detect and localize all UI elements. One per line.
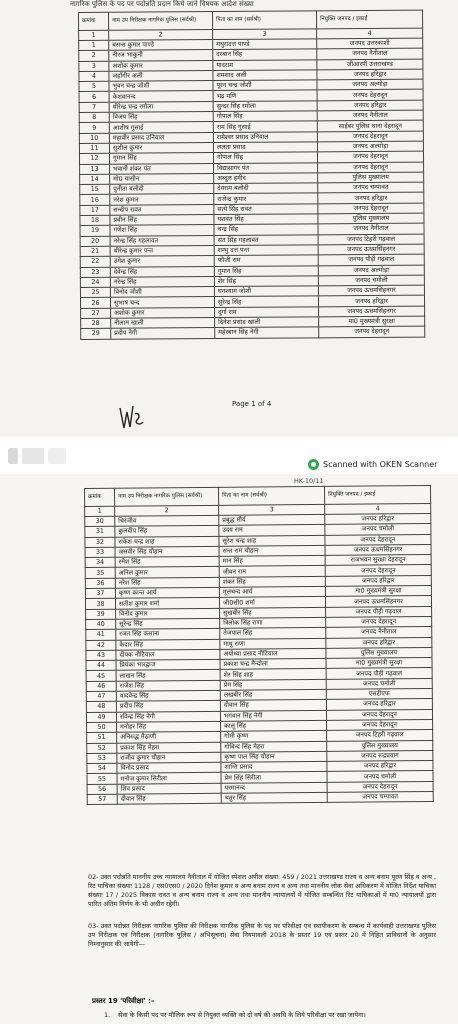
serial-cell: 24 bbox=[80, 277, 110, 288]
clause-1-number: 1. bbox=[104, 1011, 111, 1019]
posting-cell: जनपद देहरादून bbox=[326, 616, 432, 627]
father-name-cell: यादराम bbox=[213, 59, 317, 70]
father-name-cell: प्रेम सिंह सिरीला bbox=[221, 772, 327, 783]
inspector-name-cell: सुरेन्द्र सिंह bbox=[116, 618, 220, 629]
posting-cell: जनपद हरिद्वार bbox=[326, 699, 432, 710]
father-name-cell: भगवान सिंह नेगी bbox=[220, 710, 326, 721]
serial-cell: 54 bbox=[87, 763, 117, 774]
inspector-name-cell: उमेश कुमार bbox=[110, 256, 214, 267]
header-posting: नियुक्ति जनपद / इकाई bbox=[316, 10, 422, 29]
inspector-name-cell: दीपक नौटियाल bbox=[116, 649, 220, 660]
father-name-cell: सुरेन्द्र सिंह bbox=[214, 296, 318, 307]
col-number: 1 bbox=[79, 30, 109, 40]
posting-cell: जनपद पौड़ी गढ़वाल bbox=[326, 606, 432, 617]
posting-cell: जनपद टिहरी गढ़वाल bbox=[327, 730, 433, 741]
inspector-name-cell: सन्दीप रावत bbox=[110, 204, 214, 215]
serial-cell: 53 bbox=[87, 753, 117, 764]
serial-cell: 57 bbox=[87, 794, 117, 805]
father-name-cell: अयोध्या प्रसाद नौटियाल bbox=[220, 648, 326, 659]
serial-cell: 31 bbox=[85, 527, 115, 538]
posting-cell: जनपद नैनीताल bbox=[317, 110, 423, 121]
posting-cell: जनपद देहरादून bbox=[318, 203, 424, 214]
father-name-cell: शमशाद अली bbox=[213, 70, 317, 81]
serial-cell: 22 bbox=[80, 257, 110, 268]
posting-cell: जनपद चमोली bbox=[325, 524, 431, 535]
promotion-table-page-1 bbox=[78, 10, 425, 340]
inspector-name-cell: पुनीता बलोदी bbox=[110, 184, 214, 195]
serial-cell: 30 bbox=[85, 516, 115, 527]
serial-cell: 47 bbox=[86, 691, 116, 702]
inspector-name-cell: शिव प्रसाद bbox=[117, 783, 221, 794]
inspector-name-cell: सतीश कुमार शर्मा bbox=[115, 598, 219, 609]
inspector-name-cell: लाखन सिंह bbox=[116, 670, 220, 681]
serial-cell: 16 bbox=[80, 195, 110, 206]
table-body-page-1 bbox=[79, 38, 425, 339]
father-name-cell: मान सिंह bbox=[219, 556, 325, 567]
posting-cell: जनपद देहरादून bbox=[317, 90, 423, 101]
header-posting: नियुक्ति जनपद / इकाई bbox=[324, 485, 430, 504]
table-header-row bbox=[79, 10, 423, 30]
serial-cell: 55 bbox=[87, 774, 117, 785]
inspector-name-cell: नीलाम खाली bbox=[111, 318, 215, 329]
posting-cell: जनपद अल्मोड़ा bbox=[317, 141, 423, 152]
header-serial: क्रमांक bbox=[85, 488, 115, 506]
serial-cell: 4 bbox=[79, 71, 109, 82]
table-row bbox=[81, 326, 425, 339]
serial-cell: 11 bbox=[79, 143, 109, 154]
col-number: 4 bbox=[325, 503, 431, 514]
posting-cell: जनपद हरिद्वार bbox=[325, 575, 431, 586]
posting-cell: पुलिस मुख्यालय bbox=[318, 172, 424, 183]
father-name-cell: सुन्दर सिंह रमोला bbox=[213, 101, 317, 112]
inspector-name-cell: बसन्त कुमार पाण्डे bbox=[109, 40, 213, 51]
serial-cell: 34 bbox=[85, 557, 115, 568]
father-name-cell: कृष्ण पाल सिंह चौहान bbox=[221, 751, 327, 762]
father-name-cell: घनश्याम जोशी bbox=[214, 286, 318, 297]
inspector-name-cell: मनोज कुमार सिरीला bbox=[117, 773, 221, 784]
col-number: 2 bbox=[115, 505, 219, 516]
header-inspector-name: नाम उप निरीक्षक नागरिक पुलिस (सर्वश्री) bbox=[109, 12, 213, 31]
posting-cell: जनपद पौड़ी गढ़वाल bbox=[326, 668, 432, 679]
inspector-name-cell: गणेश सिंह bbox=[110, 225, 214, 236]
posting-cell: जनपद रूद्रप्रयाग bbox=[327, 750, 433, 761]
serial-cell: 36 bbox=[85, 578, 115, 589]
father-name-cell: त्रिलोक सिंह राणा bbox=[220, 617, 326, 628]
oken-scanner-logo-icon bbox=[308, 459, 319, 470]
posting-cell: पुलिस मुख्यालय bbox=[318, 213, 424, 224]
order-header-strip: नागरिक पुलिस के पद पर पदोन्नति प्रदान किये जाने विषयक आदेश संख्या bbox=[70, 0, 254, 8]
serial-cell: 44 bbox=[86, 660, 116, 671]
inspector-name-cell: जसवीर सिंह चौहान bbox=[115, 546, 219, 557]
inspector-name-cell: कैदार सिंह bbox=[116, 639, 220, 650]
serial-cell: 7 bbox=[79, 102, 109, 113]
posting-cell: पुलिस मुख्यालय bbox=[327, 740, 433, 751]
serial-cell: 50 bbox=[87, 722, 117, 733]
inspector-name-cell: यादवेन्द्र सिंह bbox=[116, 690, 220, 701]
father-name-cell: परमानन्द bbox=[221, 782, 327, 793]
father-name-cell: मूलचन्द आर्य bbox=[219, 586, 325, 597]
inspector-name-cell: दीवान सिंह bbox=[117, 793, 221, 804]
scanner-watermark bbox=[308, 459, 437, 470]
father-name-cell: प्रेम सिंह bbox=[220, 679, 326, 690]
inspector-name-cell: प्रकाश सिंह मेहरा bbox=[117, 742, 221, 753]
posting-cell: पुलिस मुख्यालय bbox=[326, 647, 432, 658]
inspector-name-cell: विजय सिंह bbox=[109, 112, 213, 123]
posting-cell: जनपद हरिद्वार bbox=[327, 761, 433, 772]
father-name-cell: चन्द्र सिंह bbox=[214, 224, 318, 235]
posting-cell: जनपद देहरादून bbox=[325, 534, 431, 545]
col-number: 3 bbox=[213, 29, 317, 40]
father-name-cell: गोविन्द सिंह मेहरा bbox=[221, 741, 327, 752]
col-number: 1 bbox=[85, 506, 115, 516]
inspector-name-cell: धीरेन्द्र चन्द्र रमोला bbox=[109, 101, 213, 112]
serial-cell: 25 bbox=[80, 287, 110, 298]
inspector-name-cell: अशोक कुमार bbox=[109, 60, 213, 71]
col-number: 3 bbox=[219, 504, 325, 515]
inspector-name-cell: अनिल कुमार bbox=[115, 567, 219, 578]
inspector-name-cell: राकेश चन्द्र शाह bbox=[115, 536, 219, 547]
father-name-cell: माधु राणा bbox=[220, 638, 326, 649]
inspector-name-cell: प्रवीन सिंह bbox=[110, 215, 214, 226]
father-name-cell: भद्र मणि bbox=[213, 90, 317, 101]
posting-cell: जनपद टिहरी गढ़वाल bbox=[318, 234, 424, 245]
serial-cell: 40 bbox=[86, 619, 116, 630]
inspector-name-cell: कुलदीप सिंह bbox=[115, 526, 219, 537]
father-name-cell: विद्यासागर पंत bbox=[214, 162, 318, 173]
posting-cell: जनपद चम्पावत bbox=[318, 182, 424, 193]
posting-cell: जनपद देहरादून bbox=[319, 326, 425, 337]
father-name-cell: संत सिंह गहलावत bbox=[214, 234, 318, 245]
inspector-name-cell: राजीव कुमार चौहान bbox=[117, 752, 221, 763]
inspector-name-cell: केशवानन्द bbox=[109, 91, 213, 102]
posting-cell: राजभवन सुरक्षा देहरादून bbox=[325, 555, 431, 566]
posting-cell: साईबर पुलिस थाना देहरादून bbox=[317, 120, 423, 131]
posting-cell: मा0 मुख्यमंत्री सुरक्षा bbox=[319, 316, 425, 327]
inspector-name-cell: रमेश सिंह bbox=[115, 557, 219, 568]
father-name-cell: शेर सिंह शाह bbox=[220, 669, 326, 680]
father-name-cell: फौजी राम bbox=[214, 255, 318, 266]
inspector-name-cell: सुशील कुमार bbox=[109, 143, 213, 154]
serial-cell: 18 bbox=[80, 215, 110, 226]
father-name-cell: गुमान सिंह bbox=[214, 265, 318, 276]
inspector-name-cell: सुभाष चन्द bbox=[110, 297, 214, 308]
posting-cell: जनपद हरिद्वार bbox=[317, 100, 423, 111]
posting-cell: जनपद नैनीताल bbox=[318, 223, 424, 234]
serial-cell: 32 bbox=[85, 537, 115, 548]
posting-cell: जनपद देहरादून bbox=[318, 162, 424, 173]
scanned-page-1 bbox=[0, 0, 458, 437]
posting-cell: जनपद चम्पावत bbox=[327, 791, 433, 802]
posting-cell: जनपद देहरादून bbox=[326, 709, 432, 720]
posting-cell: जनपद देहरादून bbox=[317, 131, 423, 142]
father-name-cell: शेर सिंह bbox=[214, 276, 318, 287]
serial-cell: 49 bbox=[86, 712, 116, 723]
father-name-cell: पूरन चन्द्र जोशी bbox=[213, 80, 317, 91]
serial-cell: 6 bbox=[79, 92, 109, 103]
page-number: Page 1 of 4 bbox=[232, 400, 272, 408]
posting-cell: जनपद ऊधमसिंहनगर bbox=[325, 596, 431, 607]
serial-cell: 42 bbox=[86, 640, 116, 651]
serial-cell: 8 bbox=[79, 112, 109, 123]
inspector-name-cell: विनोद प्रसाद bbox=[117, 762, 221, 773]
posting-cell: जनपद ऊधमसिंहनगर bbox=[318, 244, 424, 255]
inspector-name-cell: प्रियंका भारद्वाज bbox=[116, 659, 220, 670]
page-2-reference: HK-10/11 bbox=[294, 477, 324, 485]
father-name-cell: अब्दुल हमीद bbox=[214, 173, 318, 184]
father-name-cell: गोमी कृष्ण bbox=[221, 731, 327, 742]
father-name-cell: उदय राम bbox=[219, 525, 325, 536]
serial-cell: 51 bbox=[87, 732, 117, 743]
serial-cell: 48 bbox=[86, 702, 116, 713]
father-name-cell: यशवंत सिंह bbox=[214, 214, 318, 225]
posting-cell: जनपद देहरादून bbox=[327, 781, 433, 792]
posting-cell: जनपद पौड़ी गढ़वाल bbox=[318, 254, 424, 265]
inspector-name-cell: गुमान सिंह bbox=[109, 153, 213, 164]
father-name-cell: शंकर सिंह bbox=[219, 576, 325, 587]
father-name-cell: दरबान सिंह bbox=[213, 49, 317, 60]
posting-cell: जनपद देहरादून bbox=[317, 151, 423, 162]
serial-cell: 5 bbox=[79, 81, 109, 92]
father-name-cell: सत्ये सिंह रावत bbox=[214, 204, 318, 215]
serial-cell: 29 bbox=[81, 329, 111, 340]
clause-19-heading: प्रस्तर 19 'परिवीक्षा' :– bbox=[92, 997, 155, 1005]
serial-cell: 17 bbox=[80, 205, 110, 216]
serial-cell: 46 bbox=[86, 681, 116, 692]
father-name-cell: प्रबुद्ध मौर्य bbox=[219, 514, 325, 525]
posting-cell: जनपद हरिद्वार bbox=[318, 296, 424, 307]
posting-cell: जनपद उत्तरकाशी bbox=[317, 38, 423, 49]
father-name-cell: चतुर सिंह bbox=[221, 792, 327, 803]
posting-cell: जनपद हरिद्वार bbox=[325, 513, 431, 524]
posting-cell: जनपद चमोली bbox=[327, 771, 433, 782]
inspector-name-cell: कृष्ण कान्त आर्य bbox=[115, 587, 219, 598]
inspector-name-cell: भवानी शंकर पंत bbox=[110, 163, 214, 174]
inspector-name-cell: नरेश सिंह bbox=[115, 577, 219, 588]
inspector-name-cell: राजेश सिंह bbox=[116, 680, 220, 691]
posting-cell: जनपद चमोली bbox=[326, 678, 432, 689]
serial-cell: 23 bbox=[80, 267, 110, 278]
serial-cell: 35 bbox=[85, 568, 115, 579]
posting-cell: जनपद ऊधमसिंहनगर bbox=[319, 306, 425, 317]
father-name-cell: लखबीर सिंह bbox=[220, 689, 326, 700]
father-name-cell: सन्त राम चौहान bbox=[219, 545, 325, 556]
inspector-name-cell: नीरज भाकुनी bbox=[109, 50, 213, 61]
inspector-name-cell: प्रदीप सिंह bbox=[116, 701, 220, 712]
posting-cell: जनपद चमोली bbox=[318, 275, 424, 286]
father-name-cell: गोपाल सिंह bbox=[213, 111, 317, 122]
posting-cell: जनपद हरिद्वार bbox=[318, 193, 424, 204]
serial-cell: 27 bbox=[81, 308, 111, 319]
inspector-name-cell: मनोहर सिंह bbox=[117, 721, 221, 732]
father-name-cell: दीवान सिंह bbox=[220, 700, 326, 711]
clause-1-text: सेवा के किसी पद पर मौलिक रूप से नियुक्त व्यक्ति को दो वर्ष की अवधि के लिये परिवीक्षा पर रखा जायेगा। bbox=[118, 1011, 366, 1019]
serial-cell: 12 bbox=[79, 154, 109, 165]
posting-cell: जनपद नैनीताल bbox=[317, 48, 423, 59]
father-name-cell: प्रकाश चन्द्र मैन्दोला bbox=[220, 659, 326, 670]
father-name-cell: राम सिंह गुसाई bbox=[213, 121, 317, 132]
inspector-name-cell: महावीर प्रसाद उनियाल bbox=[109, 132, 213, 143]
paragraph-03: 03- उक्त पदोन्नत निरीक्षक नागरिक पुलिस की निरीक्षक नागरिक पुलिस के पद पर परिवीक्षा एवं स्थायीकरण के सम्बन्ध में कार्यवाही उत्तराखण्ड पुलिस उप निरीक्षक एवं निरीक्षक (नागरिक पुलिस / अभिसूचना) सेवा नियमावली 2018 के प्रस्तर 19 एवं प्रस्तर 20 में निहित प्राविधानों के अनुसार निम्नानुसार की जायेगी— bbox=[88, 922, 436, 948]
father-name-cell: गोपाल सिंह bbox=[213, 152, 317, 163]
father-name-cell: दुर्गा राम bbox=[215, 307, 319, 318]
serial-cell: 28 bbox=[81, 318, 111, 329]
serial-cell: 10 bbox=[79, 133, 109, 144]
inspector-name-cell: आशीष गुसाई bbox=[109, 122, 213, 133]
inspector-name-cell: अशोक कुमार bbox=[111, 307, 215, 318]
inspector-name-cell: मो0 यासीन bbox=[110, 173, 214, 184]
serial-cell: 56 bbox=[87, 784, 117, 795]
posting-cell: जनपद ऊधमसिंहनगर bbox=[325, 544, 431, 555]
serial-cell: 38 bbox=[85, 599, 115, 610]
inspector-name-cell: विनोद कुमार bbox=[116, 608, 220, 619]
serial-cell: 45 bbox=[86, 671, 116, 682]
posting-cell: जनपद अल्मोड़ा bbox=[318, 265, 424, 276]
paragraph-02: 02- उक्त पदोन्नति माननीय उच्च न्यायालय नैनीताल में योजित स्पेशल अपील संख्या: 459 / 2021 उत्तराखण्ड राज्य व अन्य बनाम पूरण सिंह व अन्य , रिट याचिका संख्याः 1128 / एस0एस0 / 2020 दिनेश कुमार व अन्य बनाम राज्य व अन्य तथा माननीय लोक सेवा अधिकरण में योजित निर्देश याचिका संख्याः 17 / 2025 विकास रावत व अन्य बनाम राज्य व अन्य तथा माननीय न्यायालयों में योजित सम्बन्धित रिट याचिकाओं में मा0 न्यायालयों द्वारा पारित अंतिम निर्णय के भी अधीन रहेगी। bbox=[88, 873, 436, 908]
serial-cell: 9 bbox=[79, 123, 109, 134]
inspector-name-cell: रजत सिंह कसाना bbox=[116, 629, 220, 640]
posting-cell: जनपद देहरादून bbox=[325, 565, 431, 576]
posting-cell: जनपद देहरादून bbox=[327, 719, 433, 730]
serial-cell: 2 bbox=[79, 51, 109, 62]
serial-cell: 26 bbox=[80, 298, 110, 309]
band-thumbnails bbox=[8, 448, 78, 464]
father-name-cell: महेरबान सिंह नेगी bbox=[215, 327, 319, 338]
father-name-cell: राजेन्द्र कुमार bbox=[214, 193, 318, 204]
father-name-cell: जी0सी0 शर्मा bbox=[219, 597, 325, 608]
inspector-name-cell: नरेन्द्र सिंह गहलावत bbox=[110, 235, 214, 246]
inspector-name-cell: रविन्द्र सिंह नेगी bbox=[116, 711, 220, 722]
posting-cell: जनपद नैनीताल bbox=[326, 627, 432, 638]
header-inspector-name: नाम उप निरीक्षक नागरिक पुलिस (सर्वश्री) bbox=[115, 487, 219, 506]
inspector-name-cell: जहाँगीर अली bbox=[109, 70, 213, 81]
serial-cell: 39 bbox=[86, 609, 116, 620]
inspector-name-cell: नरेन्द्र सिंह bbox=[110, 276, 214, 287]
table-body-page-2 bbox=[85, 513, 434, 804]
inspector-name-cell: विनोद जोशी bbox=[110, 287, 214, 298]
inspector-name-cell: अनिरुद्ध मैठाणी bbox=[117, 732, 221, 743]
father-name-cell: सुखबीर सिंह bbox=[220, 607, 326, 618]
serial-cell: 21 bbox=[80, 246, 110, 257]
serial-cell: 33 bbox=[85, 547, 115, 558]
serial-cell: 20 bbox=[80, 236, 110, 247]
posting-cell: जनपद ऊधमसिंहनगर bbox=[318, 285, 424, 296]
serial-cell: 13 bbox=[80, 164, 110, 175]
posting-cell: जनपद हरिद्वार bbox=[317, 69, 423, 80]
father-name-cell: दिनेश प्रसाद खाली bbox=[215, 317, 319, 328]
serial-cell: 15 bbox=[80, 184, 110, 195]
posting-cell: जीआरपी उत्तराखण्ड bbox=[317, 59, 423, 70]
header-serial: क्रमांक bbox=[79, 12, 109, 30]
serial-cell: 52 bbox=[87, 743, 117, 754]
posting-cell: जनपद हरिद्वार bbox=[326, 637, 432, 648]
father-name-cell: ललता प्रसाद bbox=[213, 142, 317, 153]
father-name-cell: शम्भु दत्त पन्त bbox=[214, 245, 318, 256]
inspector-name-cell: धीरेन्द्र कुमार पन्त bbox=[110, 245, 214, 256]
serial-cell: 19 bbox=[80, 226, 110, 237]
inspector-name-cell: देवेन्द्र सिंह bbox=[110, 266, 214, 277]
inspector-name-cell: चिरंजीव bbox=[115, 515, 219, 526]
header-father-name: पिता का नाम (सर्वश्री) bbox=[218, 486, 324, 505]
father-name-cell: देवराम बलोदी bbox=[214, 183, 318, 194]
col-number: 4 bbox=[317, 28, 423, 39]
inspector-name-cell: भुवन चन्द्र जोशी bbox=[109, 81, 213, 92]
serial-cell: 37 bbox=[85, 588, 115, 599]
father-name-cell: तेजपाल सिंह bbox=[220, 628, 326, 639]
signature-mark bbox=[116, 402, 146, 432]
scanner-watermark-text: Scanned with OKEN Scanner bbox=[323, 460, 438, 469]
serial-cell: 3 bbox=[79, 61, 109, 72]
father-name-cell: शान्ति प्रसाद bbox=[221, 762, 327, 773]
col-number: 2 bbox=[109, 30, 213, 41]
serial-cell: 41 bbox=[86, 629, 116, 640]
father-name-cell: जीवन राम bbox=[219, 566, 325, 577]
father-name-cell: मथुरादत्त पाण्डे bbox=[213, 39, 317, 50]
clause-1 bbox=[104, 1011, 434, 1020]
serial-cell: 43 bbox=[86, 650, 116, 661]
father-name-cell: रामेश्वर प्रसाद उनियाल bbox=[213, 132, 317, 143]
father-name-cell: सुरेश चन्द्र शाह bbox=[219, 535, 325, 546]
inspector-name-cell: नरेश कुमार bbox=[110, 194, 214, 205]
serial-cell: 14 bbox=[80, 174, 110, 185]
posting-cell: एसटीएफ bbox=[326, 689, 432, 700]
father-name-cell: कालू सिंह bbox=[221, 720, 327, 731]
promotion-table-page-2 bbox=[84, 485, 434, 805]
posting-cell: मा0 मुख्यमंत्री सुरक्षा bbox=[326, 658, 432, 669]
inspector-name-cell: प्रदीप नेगी bbox=[111, 328, 215, 339]
posting-cell: जनपद अल्मोड़ा bbox=[317, 79, 423, 90]
header-father-name: पिता का नाम (सर्वश्री) bbox=[213, 11, 317, 30]
serial-cell: 1 bbox=[79, 40, 109, 51]
posting-cell: मा0 मुख्यमंत्री सुरक्षा bbox=[325, 586, 431, 597]
